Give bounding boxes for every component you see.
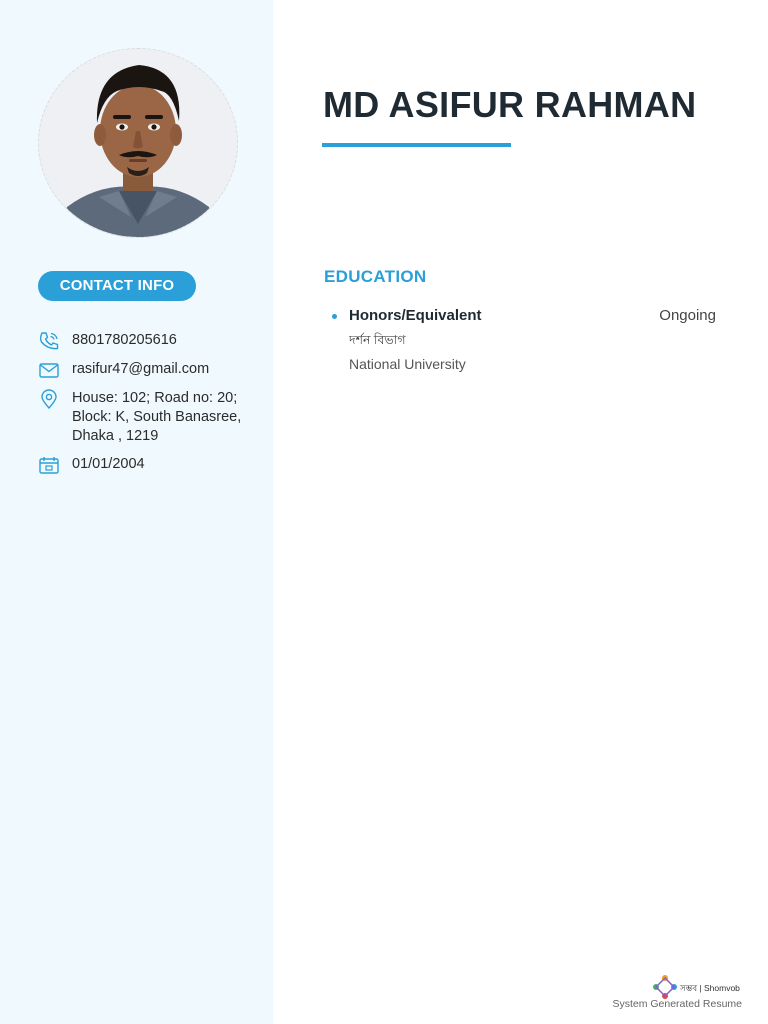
mail-icon	[38, 360, 60, 380]
contact-dob: 01/01/2004	[72, 456, 145, 472]
contact-address-row	[38, 389, 244, 446]
name-underline	[322, 143, 511, 147]
contact-phone[interactable]: 8801780205616	[72, 332, 177, 348]
profile-photo	[38, 48, 238, 238]
phone-icon	[38, 331, 60, 351]
location-pin-icon	[38, 389, 60, 409]
footer-note: System Generated Resume	[612, 998, 742, 1010]
calendar-icon	[38, 455, 60, 475]
contact-email-row	[38, 360, 244, 380]
contact-info-heading: CONTACT INFO	[38, 271, 196, 301]
education-status: Ongoing	[659, 307, 716, 324]
education-heading: EDUCATION	[324, 267, 427, 286]
contact-email[interactable]: rasifur47@gmail.com	[72, 361, 210, 377]
education-institution: National University	[349, 356, 466, 372]
shomvob-logo-icon	[652, 974, 678, 1000]
contact-dob-row	[38, 455, 244, 475]
education-department: দর্শন বিভাগ	[349, 333, 406, 347]
sidebar	[0, 0, 273, 1024]
footer-brand: সম্ভব | Shomvob	[680, 983, 740, 993]
education-degree: Honors/Equivalent	[349, 307, 482, 324]
candidate-name: MD ASIFUR RAHMAN	[323, 84, 697, 125]
education-bullet	[332, 314, 337, 319]
profile-photo-illustration	[39, 49, 237, 237]
contact-phone-row	[38, 331, 244, 351]
contact-address: House: 102; Road no: 20; Block: K, South Banasree, Dhaka , 1219	[72, 390, 242, 444]
